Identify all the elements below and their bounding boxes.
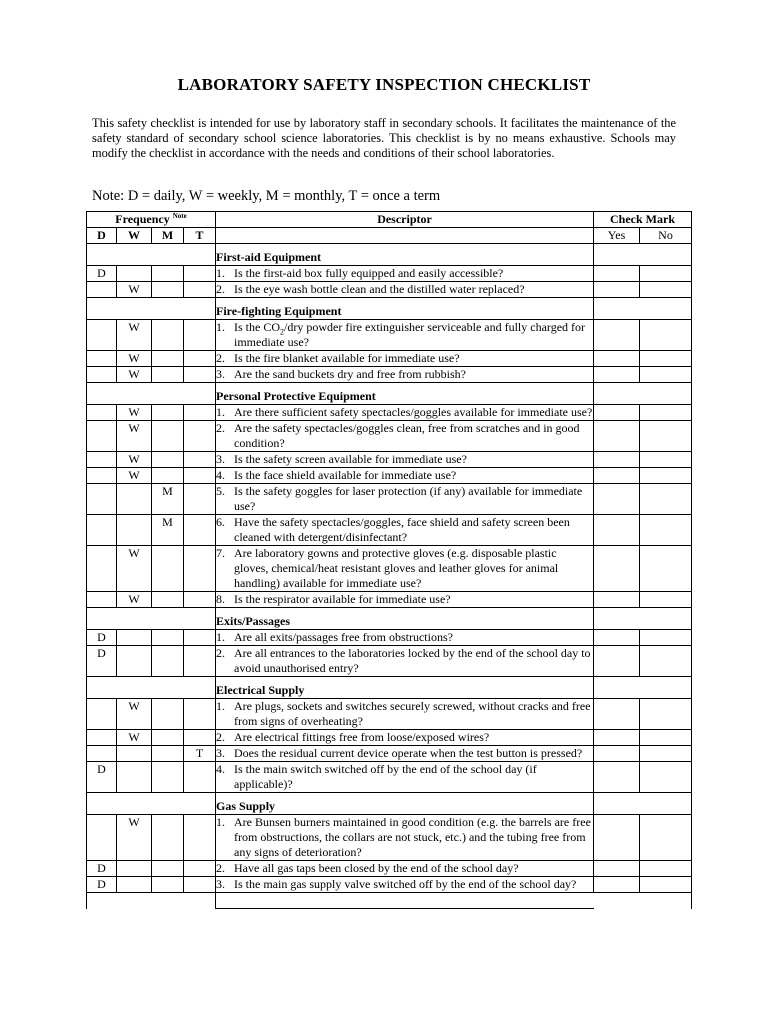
item-number: 2. [216,646,226,660]
freq-cell-m [152,266,184,282]
no-checkbox[interactable] [640,468,692,484]
freq-cell-t [184,592,216,608]
item-text: Are the sand buckets dry and free from rubbish? [234,367,466,381]
freq-cell-t [184,266,216,282]
freq-cell-d [87,351,117,367]
item-number: 5. [216,484,226,498]
freq-cell-m [152,861,184,877]
no-checkbox[interactable] [640,546,692,592]
freq-m-header: M [152,228,184,244]
freq-cell-t [184,468,216,484]
descriptor-cell [216,421,594,452]
freq-cell-w: W [117,546,152,592]
item-text: Are electrical fittings free from loose/exposed wires? [234,730,490,744]
freq-cell-d [87,730,117,746]
freq-cell-t [184,351,216,367]
no-checkbox[interactable] [640,861,692,877]
freq-cell-d [87,746,117,762]
freq-cell-t [184,646,216,677]
checklist-row [87,515,692,546]
item-text-part: /dry powder fire extinguisher serviceable and fully charged for immediate use? [234,320,586,349]
item-text: Are all exits/passages free from obstructions? [234,630,453,644]
freq-cell-m [152,367,184,383]
section-title: Fire-fighting Equipment [216,298,594,320]
freq-cell-m [152,452,184,468]
freq-cell-w: W [117,351,152,367]
freq-cell-d [87,320,117,351]
no-checkbox[interactable] [640,730,692,746]
yes-checkbox[interactable] [594,592,640,608]
freq-cell-t [184,484,216,515]
yes-checkbox[interactable] [594,861,640,877]
descriptor-cell [216,405,594,421]
freq-cell-m [152,646,184,677]
descriptor-cell [216,468,594,484]
freq-cell-m [152,592,184,608]
freq-cell-m [152,877,184,893]
freq-cell-m [152,282,184,298]
freq-cell-w [117,877,152,893]
freq-cell-d [87,405,117,421]
section-check-blank [594,244,692,266]
checklist-row [87,746,692,762]
descriptor-cell [216,484,594,515]
descriptor-cell [216,861,594,877]
yes-checkbox[interactable] [594,730,640,746]
freq-cell-d: D [87,762,117,793]
checklist-row [87,630,692,646]
freq-cell-m [152,546,184,592]
item-text: Is the fire blanket available for immediate use? [234,351,460,365]
descriptor-cell [216,452,594,468]
freq-cell-w: W [117,282,152,298]
descriptor-cell [216,282,594,298]
checklist-row [87,320,692,351]
item-text: Is the eye wash bottle clean and the distilled water replaced? [234,282,525,296]
checklist-row [87,367,692,383]
freq-cell-w: W [117,367,152,383]
checklist-row [87,266,692,282]
item-number: 8. [216,592,226,606]
item-text-subscript: 2 [280,327,285,337]
yes-checkbox[interactable] [594,351,640,367]
yes-checkbox[interactable] [594,515,640,546]
checklist-row [87,421,692,452]
yes-checkbox[interactable] [594,646,640,677]
yes-checkbox[interactable] [594,546,640,592]
item-text: Are laboratory gowns and protective gloves (e.g. disposable plastic gloves, chemical/heat resistant gloves and leather gloves for animal handling) available for immediate use? [234,546,559,590]
frequency-header: Frequency $^{Note}$ [87,212,216,228]
freq-cell-m [152,762,184,793]
descriptor-cell [216,515,594,546]
item-number: 1. [216,699,226,713]
item-number: 1. [216,320,226,334]
freq-cell-t [184,877,216,893]
freq-cell-t [184,861,216,877]
section-blank-cell [87,244,216,266]
section-title: First-aid Equipment [216,244,594,266]
yes-checkbox[interactable] [594,282,640,298]
section-blank-cell [87,677,216,699]
section-check-blank [594,298,692,320]
page-title: LABORATORY SAFETY INSPECTION CHECKLIST [177,75,591,94]
yes-header: Yes [594,228,640,244]
checklist-row [87,730,692,746]
section-title: Electrical Supply [216,677,594,699]
trailing-blank-cell [87,893,216,909]
item-text: Have all gas taps been closed by the end of the school day? [234,861,519,875]
freq-cell-t [184,546,216,592]
freq-cell-d [87,515,117,546]
freq-cell-w [117,646,152,677]
item-text: Is the respirator available for immediate use? [234,592,451,606]
descriptor-cell [216,877,594,893]
yes-checkbox[interactable] [594,746,640,762]
section-check-blank [594,383,692,405]
yes-checkbox[interactable] [594,405,640,421]
item-number: 3. [216,877,226,891]
item-number: 1. [216,266,226,280]
freq-cell-t [184,367,216,383]
yes-checkbox[interactable] [594,762,640,793]
freq-cell-t [184,515,216,546]
section-header-row [87,383,692,405]
freq-cell-d [87,592,117,608]
descriptor-cell [216,546,594,592]
descriptor-cell [216,630,594,646]
checklist-row [87,468,692,484]
trailing-title-cell [216,893,594,909]
freq-cell-w [117,515,152,546]
descriptor-header: Descriptor [216,212,594,228]
item-number: 4. [216,468,226,482]
freq-cell-d [87,699,117,730]
descriptor-cell [216,592,594,608]
descriptor-cell [216,367,594,383]
trailing-right-cell [594,893,692,909]
freq-cell-w: W [117,815,152,861]
section-check-blank [594,677,692,699]
freq-cell-d [87,546,117,592]
checklist-row [87,861,692,877]
descriptor-cell [216,351,594,367]
descriptor-cell [216,762,594,793]
freq-cell-t [184,699,216,730]
section-header-row [87,298,692,320]
trailing-row [87,893,692,909]
item-text: Are there sufficient safety spectacles/goggles available for immediate use? [234,405,593,419]
no-checkbox[interactable] [640,421,692,452]
freq-cell-d: D [87,630,117,646]
item-text [234,320,593,350]
item-number: 1. [216,405,226,419]
checklist-row [87,699,692,730]
freq-cell-t [184,405,216,421]
checklist-row [87,592,692,608]
item-text: Is the first-aid box fully equipped and easily accessible? [234,266,504,280]
freq-cell-d [87,468,117,484]
no-checkbox[interactable] [640,877,692,893]
freq-cell-w: W [117,468,152,484]
checklist-row [87,351,692,367]
no-checkbox[interactable] [640,351,692,367]
checklist-row [87,282,692,298]
item-number: 4. [216,762,226,776]
section-title: Gas Supply [216,793,594,815]
item-text: Is the main gas supply valve switched off by the end of the school day? [234,877,577,891]
item-number: 2. [216,282,226,296]
no-checkbox[interactable] [640,646,692,677]
freq-cell-d: D [87,861,117,877]
freq-cell-m [152,699,184,730]
section-blank-cell [87,608,216,630]
item-text: Have the safety spectacles/goggles, face shield and safety screen been cleaned with detergent/disinfectant? [234,515,570,544]
descriptor-cell [216,320,594,351]
frequency-note: Note: D = daily, W = weekly, M = monthly, T = once a term [92,188,441,204]
checklist-row [87,646,692,677]
no-checkbox[interactable] [640,452,692,468]
checklist-table [86,211,692,909]
freq-cell-t [184,815,216,861]
section-header-row [87,608,692,630]
freq-cell-m: M [152,484,184,515]
yes-checkbox[interactable] [594,484,640,515]
yes-checkbox[interactable] [594,421,640,452]
no-checkbox[interactable] [640,630,692,646]
item-number: 6. [216,515,226,529]
descriptor-cell [216,730,594,746]
freq-cell-t [184,452,216,468]
freq-cell-d [87,367,117,383]
freq-cell-d [87,815,117,861]
freq-cell-d [87,421,117,452]
no-checkbox[interactable] [640,266,692,282]
intro-paragraph: This safety checklist is intended for use by laboratory staff in secondary schools. It facilitates the maintenance of the safety standard of secondary school science laboratories. This checklist is by no means exhaustive. Schools may modify the checklist in accordance with the needs and conditions of their school laboratories. [92,116,676,160]
freq-cell-w: W [117,452,152,468]
item-number: 2. [216,730,226,744]
item-number: 2. [216,351,226,365]
freq-cell-m: M [152,515,184,546]
yes-checkbox[interactable] [594,367,640,383]
freq-cell-t [184,421,216,452]
no-header: No [640,228,692,244]
freq-cell-w [117,746,152,762]
freq-cell-t [184,730,216,746]
no-checkbox[interactable] [640,367,692,383]
descriptor-subheader [216,228,594,244]
freq-cell-w [117,861,152,877]
item-text: Is the safety screen available for immediate use? [234,452,467,466]
item-text-part: Is the CO [234,320,281,334]
yes-checkbox[interactable] [594,320,640,351]
item-number: 7. [216,546,226,560]
descriptor-cell [216,646,594,677]
freq-cell-d: D [87,877,117,893]
freq-cell-t: T [184,746,216,762]
section-title: Exits/Passages [216,608,594,630]
no-checkbox[interactable] [640,282,692,298]
section-header-row [87,677,692,699]
checklist-row [87,546,692,592]
freq-cell-m [152,630,184,646]
no-checkbox[interactable] [640,699,692,730]
descriptor-cell [216,815,594,861]
item-number: 1. [216,630,226,644]
item-number: 2. [216,861,226,875]
freq-cell-d [87,282,117,298]
freq-cell-w [117,266,152,282]
yes-checkbox[interactable] [594,468,640,484]
freq-cell-m [152,730,184,746]
section-header-row [87,793,692,815]
freq-cell-w [117,762,152,793]
section-blank-cell [87,383,216,405]
freq-cell-w [117,484,152,515]
item-text: Does the residual current device operate when the test button is pressed? [234,746,583,760]
no-checkbox[interactable] [640,762,692,793]
no-checkbox[interactable] [640,592,692,608]
item-text: Are plugs, sockets and switches securely screwed, without cracks and free from signs of overheating? [234,699,591,728]
section-header-row [87,244,692,266]
item-text: Is the main switch switched off by the end of the school day (if applicable)? [234,762,537,791]
freq-cell-d [87,484,117,515]
freq-t-header: T [184,228,216,244]
yes-checkbox[interactable] [594,877,640,893]
item-text: Are Bunsen burners maintained in good condition (e.g. the barrels are free from obstructions, the collars are not stuck, etc.) and the tubing free from any signs of deterioration? [234,815,591,859]
freq-d-header: D [87,228,117,244]
yes-checkbox[interactable] [594,699,640,730]
freq-cell-m [152,468,184,484]
freq-cell-m [152,351,184,367]
freq-cell-m [152,421,184,452]
freq-cell-d [87,452,117,468]
checklist-row [87,877,692,893]
freq-cell-w: W [117,320,152,351]
yes-checkbox[interactable] [594,266,640,282]
descriptor-cell [216,746,594,762]
freq-cell-d: D [87,646,117,677]
freq-cell-w: W [117,592,152,608]
item-text: Is the face shield available for immediate use? [234,468,457,482]
no-checkbox[interactable] [640,746,692,762]
freq-cell-w: W [117,730,152,746]
yes-checkbox[interactable] [594,452,640,468]
checklist-row [87,815,692,861]
checklist-row [87,452,692,468]
checklist-row [87,405,692,421]
no-checkbox[interactable] [640,320,692,351]
no-checkbox[interactable] [640,815,692,861]
section-check-blank [594,608,692,630]
freq-cell-m [152,405,184,421]
no-checkbox[interactable] [640,484,692,515]
freq-cell-t [184,762,216,793]
item-text: Are the safety spectacles/goggles clean, free from scratches and in good condition? [234,421,580,450]
descriptor-cell [216,266,594,282]
freq-cell-m [152,746,184,762]
freq-cell-t [184,630,216,646]
freq-cell-t [184,320,216,351]
freq-cell-w: W [117,421,152,452]
item-number: 3. [216,746,226,760]
item-number: 1. [216,815,226,829]
freq-cell-m [152,320,184,351]
freq-cell-t [184,282,216,298]
checklist-row [87,762,692,793]
item-number: 3. [216,367,226,381]
section-blank-cell [87,298,216,320]
check-mark-header: Check Mark [594,212,692,228]
section-check-blank [594,793,692,815]
item-text: Are all entrances to the laboratories locked by the end of the school day to avoid unauthorised entry? [234,646,591,675]
section-blank-cell [87,793,216,815]
no-checkbox[interactable] [640,405,692,421]
checklist-row [87,484,692,515]
freq-cell-w [117,630,152,646]
no-checkbox[interactable] [640,515,692,546]
item-number: 3. [216,452,226,466]
descriptor-cell [216,699,594,730]
freq-cell-d: D [87,266,117,282]
freq-cell-m [152,815,184,861]
freq-w-header: W [117,228,152,244]
item-number: 2. [216,421,226,435]
freq-cell-w: W [117,405,152,421]
yes-checkbox[interactable] [594,630,640,646]
section-title: Personal Protective Equipment [216,383,594,405]
yes-checkbox[interactable] [594,815,640,861]
item-text: Is the safety goggles for laser protection (if any) available for immediate use? [234,484,583,513]
freq-cell-w: W [117,699,152,730]
